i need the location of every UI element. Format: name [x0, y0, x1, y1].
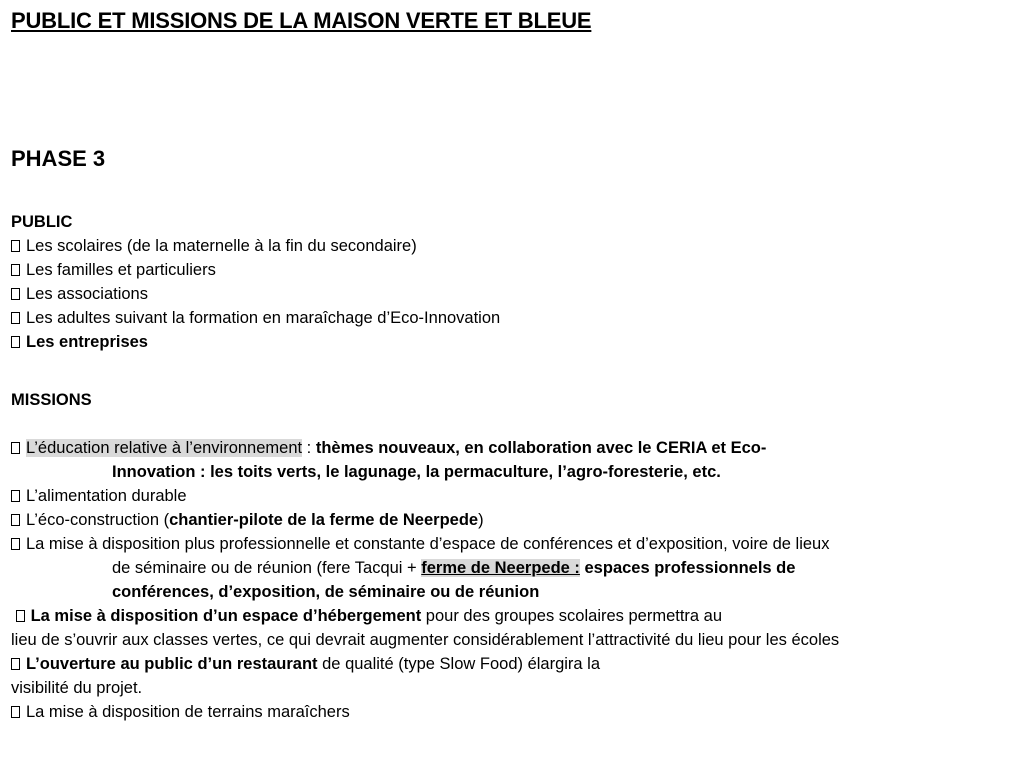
- missions-section: [11, 388, 1016, 724]
- bullet-icon: [11, 514, 20, 526]
- public-heading: PUBLIC: [11, 213, 73, 231]
- mission-continuation: visibilité du projet.: [11, 679, 143, 697]
- bullet-icon: [11, 442, 20, 454]
- missions-heading: MISSIONS: [11, 391, 92, 409]
- public-section: [11, 210, 1016, 354]
- mission-item: L’alimentation durable: [11, 484, 1016, 508]
- mission-item: La mise à disposition de terrains maraîchers: [11, 700, 1016, 724]
- mission-item: L’éco-construction (chantier-pilote de la ferme de Neerpede): [11, 508, 1016, 532]
- highlighted-text: L’éducation relative à l’environnement: [26, 439, 303, 457]
- public-item: Les adultes suivant la formation en maraîchage d’Eco-Innovation: [11, 306, 1016, 330]
- bullet-icon: [11, 658, 20, 670]
- mission-item: L’éducation relative à l’environnement : thèmes nouveaux, en collaboration avec le CERIA et Eco-: [11, 436, 1016, 460]
- bullet-icon: [11, 706, 20, 718]
- mission-continuation: de séminaire ou de réunion (fere Tacqui + ferme de Neerpede : espaces professionnels de: [112, 559, 796, 577]
- bullet-icon: [11, 288, 20, 300]
- public-item: Les associations: [11, 282, 1016, 306]
- mission-continuation: lieu de s’ouvrir aux classes vertes, ce qui devrait augmenter considérablement l’attractivité du lieu pour les écoles: [11, 631, 840, 649]
- phase-heading: PHASE 3: [11, 146, 106, 171]
- mission-continuation: conférences, d’exposition, de séminaire ou de réunion: [112, 583, 540, 601]
- highlighted-link-text: ferme de Neerpede :: [421, 559, 580, 577]
- bullet-icon: [11, 490, 20, 502]
- bullet-icon: [11, 336, 20, 348]
- mission-continuation: Innovation : les toits verts, le lagunage, la permaculture, l’agro-foresterie, etc.: [112, 463, 721, 481]
- bullet-icon: [11, 312, 20, 324]
- mission-item: L’ouverture au public d’un restaurant de qualité (type Slow Food) élargira la: [11, 652, 1016, 676]
- bullet-icon: [11, 240, 20, 252]
- mission-item: La mise à disposition plus professionnelle et constante d’espace de conférences et d’exposition, voire de lieux: [11, 532, 1016, 556]
- bullet-icon: [11, 538, 20, 550]
- public-item: Les scolaires (de la maternelle à la fin du secondaire): [11, 234, 1016, 258]
- mission-item: La mise à disposition d’un espace d’hébergement pour des groupes scolaires permettra au: [11, 604, 1016, 628]
- public-item: Les familles et particuliers: [11, 258, 1016, 282]
- bullet-icon: [11, 264, 20, 276]
- page-title: PUBLIC ET MISSIONS DE LA MAISON VERTE ET BLEUE: [11, 8, 592, 33]
- public-item: Les entreprises: [11, 330, 1016, 354]
- bullet-icon: [16, 610, 25, 622]
